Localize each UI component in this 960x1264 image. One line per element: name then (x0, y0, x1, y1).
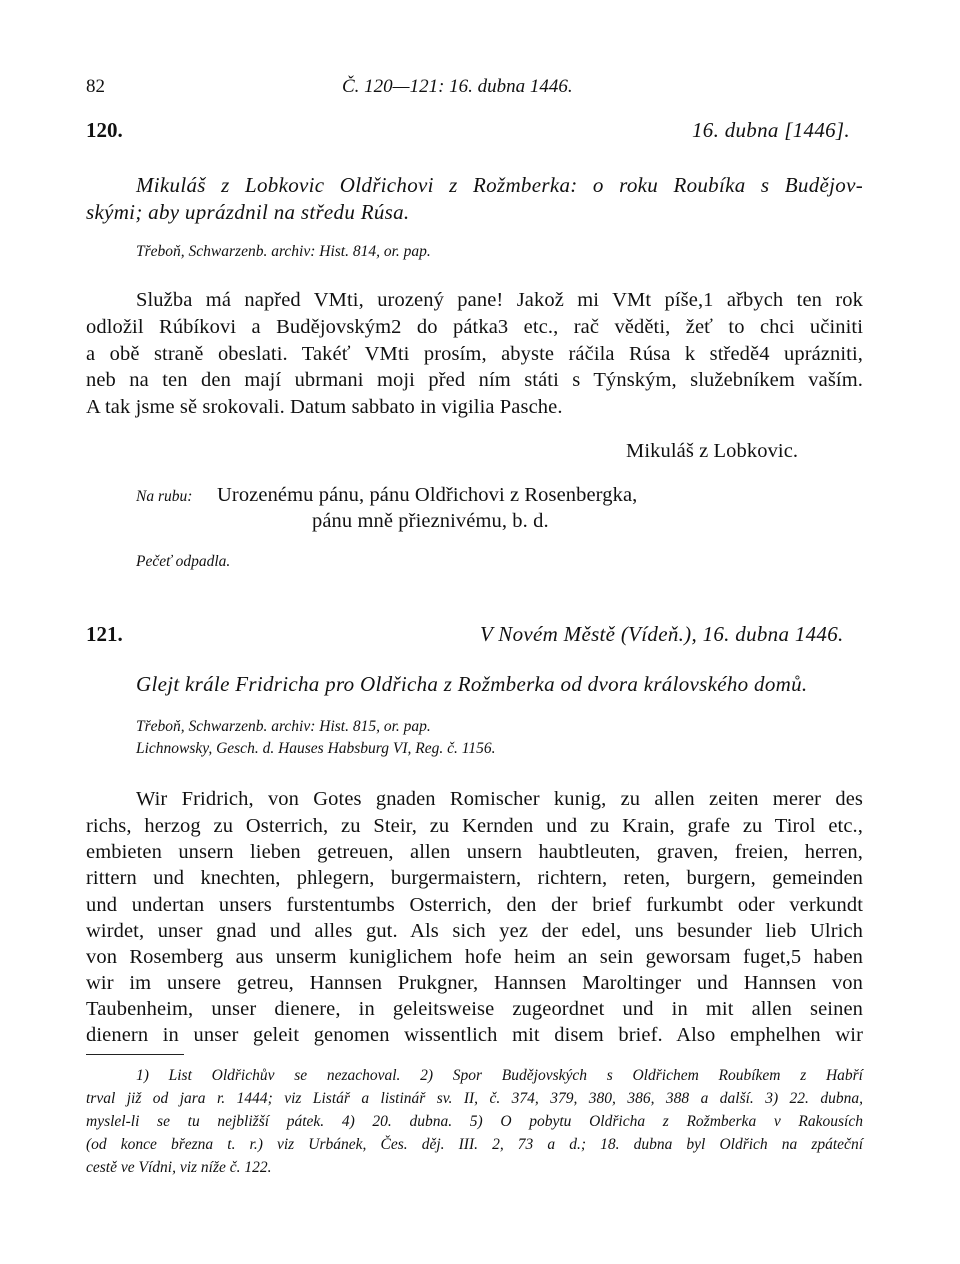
footnote-line-5: cestě ve Vídni, viz níže č. 122. (86, 1159, 272, 1176)
doc121-source-1: Třeboň, Schwarzenb. archiv: Hist. 815, or. pap. (136, 718, 431, 735)
page-number: 82 (86, 76, 105, 97)
doc121-body-line-1: Wir Fridrich, von Gotes gnaden Romischer kunig, zu allen zeiten merer des (136, 788, 863, 810)
footnote-line-1: 1) List Oldřichův se nezachoval. 2) Spor Budějovských s Oldřichem Roubíkem z Habří (136, 1067, 863, 1084)
footnote-line-2: trval již od jara r. 1444; viz Listář a listinář sv. II, č. 374, 379, 380, 386, 388 a další. 3) 22. dubna, (86, 1090, 863, 1107)
doc120-source: Třeboň, Schwarzenb. archiv: Hist. 814, or. pap. (136, 243, 431, 260)
doc120-body-line-1: Služba má napřed VMti, urozený pane! Jakož mi VMt píše,1 ařbych ten rok (136, 289, 863, 311)
footnote-rule (86, 1054, 184, 1055)
footnote-line-3: myslel-li se tu nejbližší pátek. 4) 20. dubna. 5) O pobytu Oldřicha z Rožmberka v Rakousích (86, 1113, 863, 1130)
footnote-line-4: (od konce března t. r.) viz Urbánek, Čes. děj. III. 2, 73 a d.; 18. dubna byl Oldřich na zpáteční (86, 1136, 863, 1153)
doc121-body-line-10: dienern in unser geleit genomen wissentlich mit disem brief. Also emphelhen wir (86, 1024, 863, 1046)
doc120-body-line-2: odložil Rúbíkovi a Budějovským2 do pátka3 etc., rač věděti, žeť to chci učiniti (86, 316, 863, 338)
doc120-regest-line-1: Mikuláš z Lobkovic Oldřichovi z Rožmberka: o roku Roubíka s Budějov- (136, 173, 863, 197)
doc121-body-line-3: embieten unsern lieben getreuen, allen unsern haubtleuten, graven, freien, herren, (86, 841, 863, 863)
doc120-body-line-3: a obě straně obeslati. Takéť VMti prosím, abyste ráčila Rúsa k středě4 uprázniti, (86, 343, 863, 365)
doc121-body-line-5: und undertan unsers furstentumbs Osterrich, den der brief furkumbt oder verkundt (86, 894, 863, 916)
doc121-date: V Novém Městě (Vídeň.), 16. dubna 1446. (480, 622, 844, 646)
doc121-body-line-4: rittern und knechten, phlegern, burgermaistern, richtern, reten, burgern, gemeinden (86, 867, 863, 889)
doc120-number: 120. (86, 118, 123, 142)
doc121-regest: Glejt krále Fridricha pro Oldřicha z Rožmberka od dvora královského domů. (136, 672, 808, 696)
doc121-body-line-7: von Rosemberg aus unserm kuniglichem hofe heim an sein geworsam fuget,5 haben (86, 946, 863, 968)
doc120-body-line-5: A tak jsme sě srokovali. Datum sabbato in vigilia Pasche. (86, 396, 563, 418)
doc120-signature: Mikuláš z Lobkovic. (626, 440, 799, 462)
doc121-body-line-8: wir im unsere getreu, Hannsen Prukgner, Hannsen Maroltinger und Hannsen von (86, 972, 863, 994)
doc120-date: 16. dubna [1446]. (692, 118, 850, 142)
doc120-seal-note: Pečeť odpadla. (136, 553, 231, 570)
doc121-number: 121. (86, 622, 123, 646)
running-head-title: Č. 120—121: 16. dubna 1446. (342, 76, 573, 97)
doc120-endorsement-line-2: pánu mně přieznivému, b. d. (312, 510, 549, 532)
doc120-regest-line-2: skými; aby uprázdnil na středu Rúsa. (86, 200, 410, 224)
doc120-body-line-4: neb na ten den mají ubrmani moji před ním státi s Týnským, služebníkem vaším. (86, 369, 863, 391)
doc121-source-2: Lichnowsky, Gesch. d. Hauses Habsburg VI, Reg. č. 1156. (136, 740, 496, 757)
doc121-body-line-9: Taubenheim, unser dienere, in geleitsweise zugeordnet und in mit allen seinen (86, 998, 863, 1020)
doc121-body-line-6: wirdet, unser gnad und alles gut. Als sich yez der edel, uns besunder lieb Ulrich (86, 920, 863, 942)
doc121-body-line-2: richs, herzog zu Osterrich, zu Steir, zu Kernden und zu Krain, grafe zu Tirol etc., (86, 815, 863, 837)
doc120-endorsement-line-1: Urozenému pánu, pánu Oldřichovi z Rosenbergka, (217, 484, 638, 506)
doc120-endorsement-label: Na rubu: (136, 488, 193, 505)
